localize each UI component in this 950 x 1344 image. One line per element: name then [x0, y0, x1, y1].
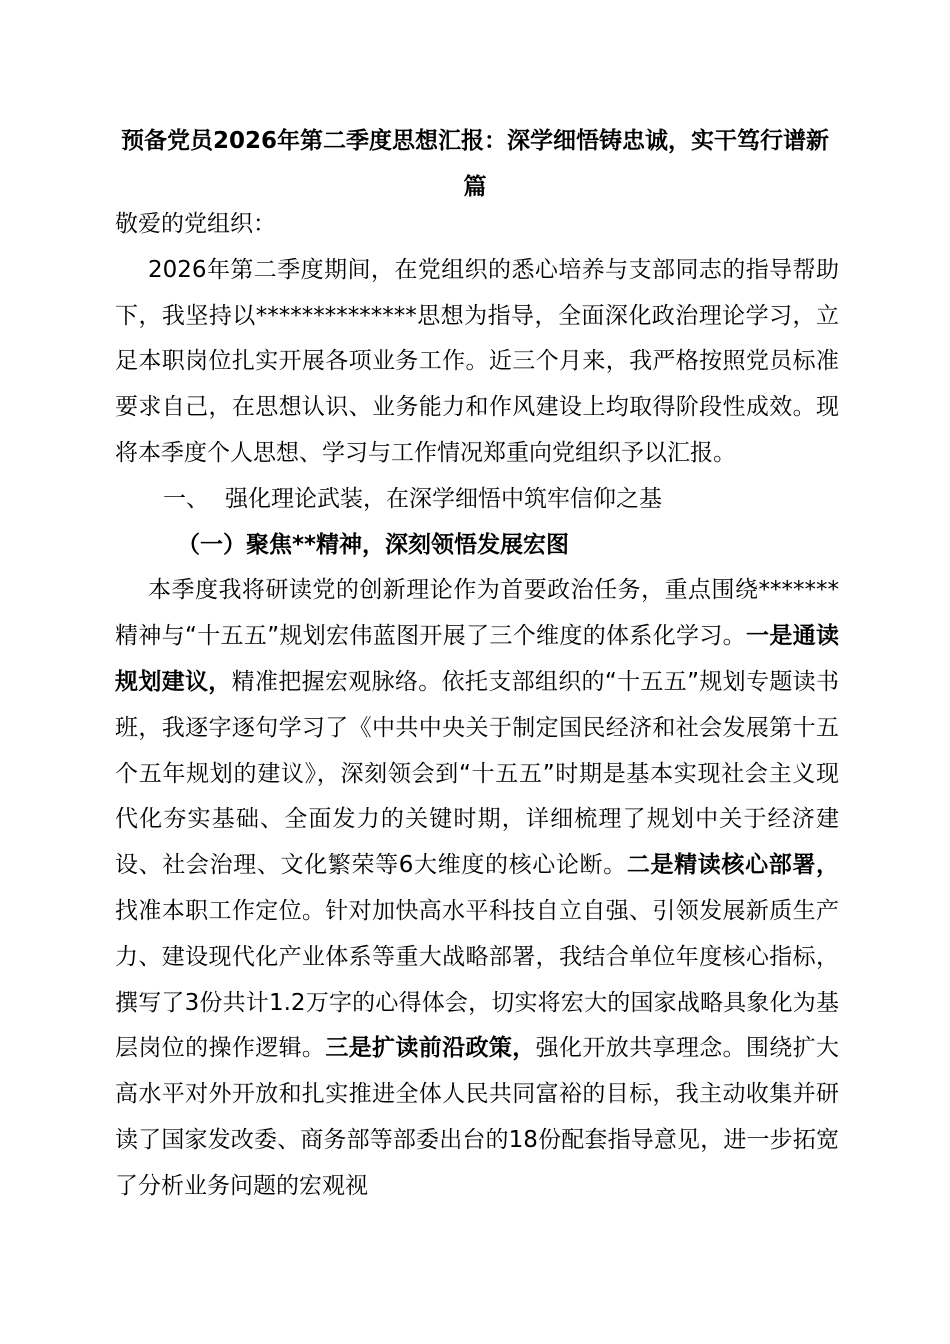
section-heading — [115, 477, 839, 523]
section-number: 一、 — [163, 485, 209, 512]
body-paragraph — [115, 568, 839, 1209]
salutation: 敬爱的党组织： — [115, 211, 276, 237]
paragraph-text: 本季度我将研读党的创新理论作为首要政治任务，重点围绕*******精神与“十五五”规划宏伟蓝图开展了三个维度的体系化学习。 — [115, 577, 839, 650]
paragraph-text: 找准本职工作定位。针对加快高水平科技自立自强、引领发展新质生产力、建设现代化产业体系等重大战略部署，我结合单位年度核心指标，撰写了3份共计1.2万字的心得体会，切实将宏大的国家战略具象化为基层岗位的操作逻辑。 — [115, 897, 839, 1062]
document-body — [115, 202, 839, 1210]
document-title: 预备党员2026年第二季度思想汇报：深学细悟铸忠诚，实干笃行谱新篇 — [120, 128, 829, 200]
bold-point-1: 一是通读规划建议， — [115, 623, 839, 695]
paragraph-text: 强化开放共享理念。围绕扩大高水平对外开放和扎实推进全体人民共同富裕的目标，我主动收集并研读了国家发改委、商务部等部委出台的18份配套指导意见，进一步拓宽了分析业务问题的宏观视 — [115, 1035, 840, 1199]
bold-point-3: 三是扩读前沿政策， — [325, 1035, 536, 1062]
paragraph-text: 精准把握宏观脉络。依托支部组织的“十五五”规划专题读书班，我逐字逐句学习了《中共中央关于制定国民经济和社会发展第十五个五年规划的建议》，深刻领会到“十五五”时期是基本实现社会主义现代化夯实基础、全面发力的关键时期，详细梳理了规划中关于经济建设、社会治理、文化繁荣等6大维度的核心论断。 — [115, 668, 839, 879]
section-heading-text: 强化理论武装，在深学细悟中筑牢信仰之基 — [225, 485, 662, 512]
intro-paragraph: 2026年第二季度期间，在党组织的悉心培养与支部同志的指导帮助下，我坚持以**************思想为指导，全面深化政治理论学习，立足本职岗位扎实开展各项业务工作。近三个月来，我严格按照党员标准要求自己，在思想认识、业务能力和作风建设上均取得阶段性成效。现将本季度个人思想、学习与工作情况郑重向党组织予以汇报。 — [115, 256, 839, 466]
bold-point-2: 二是精读核心部署， — [626, 852, 840, 879]
subsection-heading: （一）聚焦**精神，深刻领悟发展宏图 — [177, 531, 570, 558]
